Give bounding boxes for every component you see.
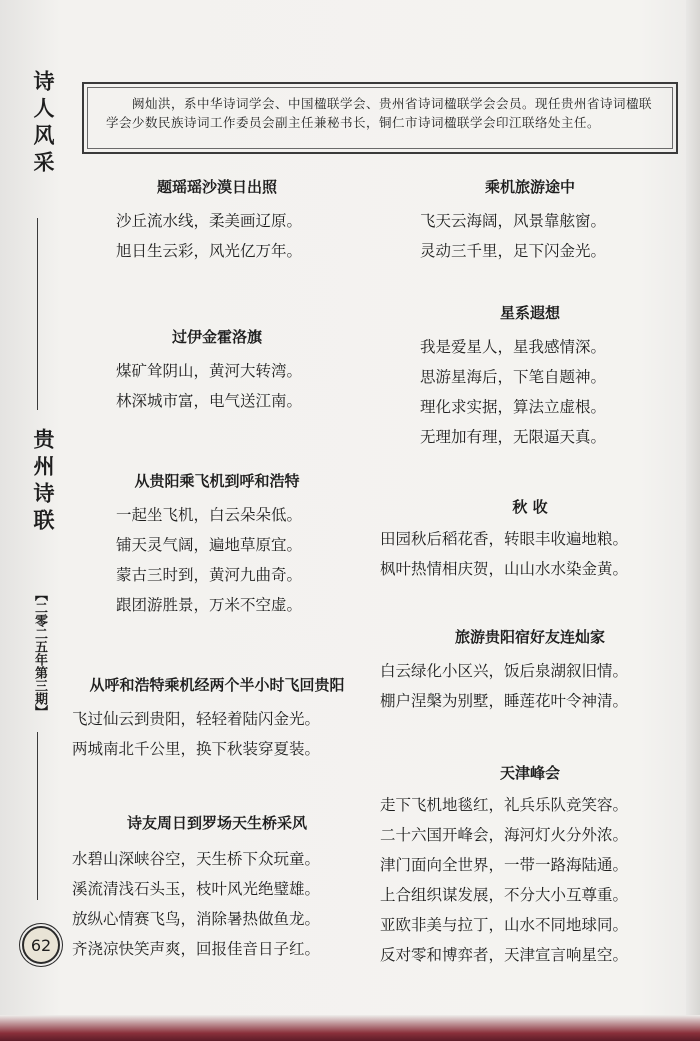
poem-title: 过伊金霍洛旗 bbox=[171, 328, 262, 346]
poem bbox=[72, 176, 362, 266]
poem-line: 亚欧非美与拉丁，山水不同地球同。 bbox=[380, 916, 629, 934]
poem-line: 反对零和博弈者，天津宣言响星空。 bbox=[380, 946, 629, 964]
poem bbox=[72, 470, 362, 620]
poem-line: 飞过仙云到贵阳，轻轻着陆闪金光。 bbox=[72, 710, 321, 728]
poem-title: 题瑶瑶沙漠日出照 bbox=[156, 178, 277, 196]
poem-line: 津门面向全世界，一带一路海陆通。 bbox=[380, 856, 629, 874]
poem-title: 秋 收 bbox=[512, 498, 548, 516]
poem-title: 从贵阳乘飞机到呼和浩特 bbox=[134, 472, 300, 490]
poem bbox=[380, 176, 680, 266]
poem-line: 上合组织谋发展，不分大小互尊重。 bbox=[380, 886, 629, 904]
poem-title: 星系遐想 bbox=[499, 304, 560, 322]
page-number-badge bbox=[22, 926, 60, 964]
poem-line: 齐浇凉快笑声爽，回报佳音日子红。 bbox=[72, 940, 321, 958]
column-sidebar bbox=[18, 60, 58, 980]
poem bbox=[72, 326, 362, 416]
poem-line: 棚户涅槃为别墅，睡莲花叶令神清。 bbox=[380, 692, 629, 710]
poem-line: 灵动三千里，足下闪金光。 bbox=[420, 242, 607, 260]
poem bbox=[380, 626, 680, 716]
poem-line: 溪流清浅石头玉，枝叶风光绝璧雄。 bbox=[72, 880, 321, 898]
poem-line: 两城南北千公里，换下秋装穿夏装。 bbox=[72, 740, 321, 758]
poem-line: 田园秋后稻花香，转眼丰收遍地粮。 bbox=[380, 530, 629, 548]
poem bbox=[72, 674, 362, 764]
poem-line: 煤矿耸阴山，黄河大转湾。 bbox=[116, 362, 303, 380]
poem-title: 诗友周日到罗场天生桥采风 bbox=[126, 814, 307, 832]
poem-line: 无理加有理，无限逼天真。 bbox=[420, 428, 607, 446]
poem-line: 白云绿化小区兴，饭后泉湖叙旧情。 bbox=[380, 662, 629, 680]
poem-line: 水碧山深峡谷空，天生桥下众玩童。 bbox=[72, 850, 321, 868]
poem-line: 蒙古三时到，黄河九曲奇。 bbox=[116, 566, 303, 584]
journal-title: 贵州诗联 bbox=[31, 428, 55, 536]
poem-title: 旅游贵阳宿好友连灿家 bbox=[454, 628, 605, 646]
poem-line: 放纵心情赛飞鸟，消除暑热做鱼龙。 bbox=[72, 910, 321, 928]
author-bio: 阙灿洪，系中华诗词学会、中国楹联学会、贵州省诗词楹联学会会员。现任贵州省诗词楹联学会少数民族诗词工作委员会副主任兼秘书长，铜仁市诗词楹联学会印江联络处主任。 bbox=[106, 96, 653, 130]
poem-title: 从呼和浩特乘机经两个半小时飞回贵阳 bbox=[89, 676, 345, 694]
poem-line: 理化求实据，算法立虚根。 bbox=[420, 398, 607, 416]
page-edge bbox=[686, 0, 700, 1041]
divider-line bbox=[37, 732, 38, 900]
poem-line: 飞天云海阔，风景靠舷窗。 bbox=[420, 212, 607, 230]
poem bbox=[380, 762, 680, 970]
poem-line: 一起坐飞机，白云朵朵低。 bbox=[116, 506, 303, 524]
poem-line: 走下飞机地毯红，礼兵乐队竞笑容。 bbox=[380, 796, 629, 814]
poem-line: 跟团游胜景，万米不空虚。 bbox=[116, 596, 303, 614]
poem-line: 铺天灵气阔，遍地草原宜。 bbox=[116, 536, 303, 554]
column-title: 诗人风采 bbox=[31, 70, 55, 178]
poem-line: 枫叶热情相庆贺，山山水水染金黄。 bbox=[380, 560, 629, 578]
poem-line: 林深城市富，电气送江南。 bbox=[116, 392, 303, 410]
poem-title: 乘机旅游途中 bbox=[484, 178, 575, 196]
issue-label: 【二零二五年第三期】 bbox=[32, 588, 47, 718]
poem-title: 天津峰会 bbox=[499, 764, 560, 782]
poem bbox=[380, 496, 680, 584]
page-number: 62 bbox=[30, 935, 52, 955]
poem bbox=[72, 812, 362, 964]
poem-line: 我是爱星人，星我感情深。 bbox=[420, 338, 607, 356]
poem-line: 沙丘流水线，柔美画辽原。 bbox=[116, 212, 303, 230]
poem-line: 二十六国开峰会，海河灯火分外浓。 bbox=[380, 826, 629, 844]
poem-line: 旭日生云彩，风光亿万年。 bbox=[116, 242, 303, 260]
author-bio-box bbox=[82, 82, 678, 154]
book-cover-edge bbox=[0, 1015, 700, 1041]
poem-line: 思游星海后，下笔自题神。 bbox=[420, 368, 607, 386]
poem bbox=[380, 302, 680, 452]
divider-line bbox=[37, 218, 38, 410]
